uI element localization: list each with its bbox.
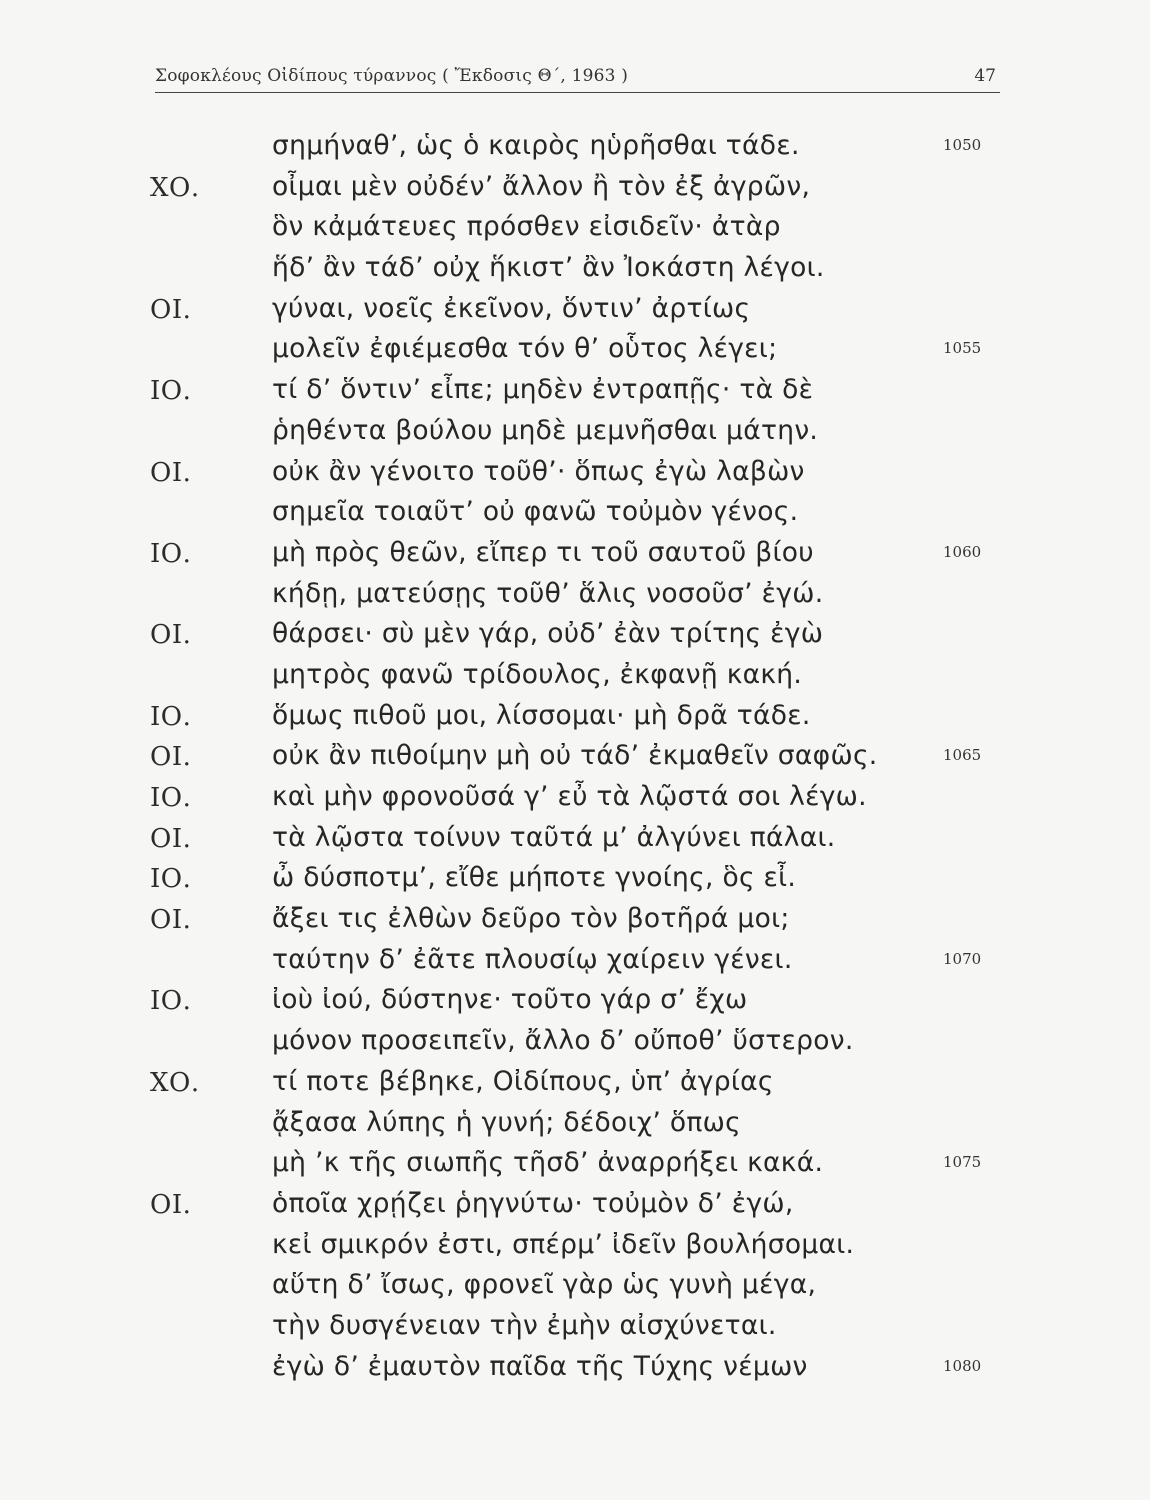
verse-text: κήδῃ, ματεύσῃς τοῦθ’ ἅλις νοσοῦσ’ ἐγώ.: [272, 577, 824, 609]
verse-text: ἄξει τις ἐλθὼν δεῦρο τὸν βοτῆρά μοι;: [272, 903, 790, 935]
verse-line: [0, 1145, 1150, 1186]
verse-text: ὃν κἀμάτευες πρόσθεν εἰσιδεῖν· ἀτὰρ: [272, 211, 781, 243]
verse-line: [0, 535, 1150, 576]
verse-text: ἥδ’ ἂν τάδ’ οὐχ ἥκιστ’ ἂν Ἰοκάστη λέγοι.: [272, 252, 825, 284]
verse-line: [0, 331, 1150, 372]
verse-line: [0, 372, 1150, 413]
verse-line: [0, 1267, 1150, 1308]
verse-text: τί ποτε βέβηκε, Οἰδίπους, ὑπ’ ἀγρίας: [272, 1065, 774, 1097]
verse-line: [0, 860, 1150, 901]
verse-text: μολεῖν ἐφιέμεσθα τόν θ’ οὗτος λέγει;: [272, 333, 778, 365]
verse-text: ὁποῖα χρῄζει ῥηγνύτω· τοὐμὸν δ’ ἐγώ,: [272, 1187, 794, 1219]
verse-text: οὐκ ἂν γένοιτο τοῦθ’· ὅπως ἐγὼ λαβὼν: [272, 455, 805, 487]
line-number: 1070: [943, 949, 982, 968]
speaker-label: ΟΙ.: [150, 823, 192, 854]
verse-text: αὕτη δ’ ἴσως, φρονεῖ γὰρ ὡς γυνὴ μέγα,: [272, 1269, 817, 1301]
verse-text: ᾄξασα λύπης ἡ γυνή; δέδοιχ’ ὅπως: [272, 1106, 741, 1138]
verse-line: [0, 698, 1150, 739]
verse-text: μόνον προσειπεῖν, ἄλλο δ’ οὔποθ’ ὕστερον.: [272, 1025, 854, 1057]
verse-line: [0, 982, 1150, 1023]
page-number: 47: [974, 66, 996, 86]
verse-line: [0, 250, 1150, 291]
verse-text: ῥηθέντα βούλου μηδὲ μεμνῆσθαι μάτην.: [272, 414, 819, 446]
line-number: 1065: [943, 746, 982, 765]
verse-line: [0, 1308, 1150, 1349]
verse-line: [0, 1023, 1150, 1064]
verse-line: [0, 169, 1150, 210]
verse-line: [0, 1227, 1150, 1268]
line-number: 1075: [943, 1153, 982, 1172]
verse-line: [0, 494, 1150, 535]
verse-line: [0, 454, 1150, 495]
verse-line: [0, 738, 1150, 779]
speaker-label: ΟΙ.: [150, 905, 192, 936]
verse-text: ἐγὼ δ’ ἐμαυτὸν παῖδα τῆς Τύχης νέμων: [272, 1350, 808, 1382]
verse-text: σημεῖα τοιαῦτ’ οὐ φανῶ τοὐμὸν γένος.: [272, 496, 799, 528]
line-number: 1080: [943, 1356, 982, 1375]
verse-line: [0, 1064, 1150, 1105]
verse-line: [0, 901, 1150, 942]
verse-text: ταύτην δ’ ἐᾶτε πλουσίῳ χαίρειν γένει.: [272, 943, 793, 975]
speaker-label: ΟΙ.: [150, 457, 192, 488]
speaker-label: ΟΙ.: [150, 620, 192, 651]
verse-text: μὴ ’κ τῆς σιωπῆς τῆσδ’ ἀναρρήξει κακά.: [272, 1147, 824, 1179]
speaker-label: ΙΟ.: [150, 864, 192, 895]
speaker-label: ΙΟ.: [150, 986, 192, 1017]
verse-text: μητρὸς φανῶ τρίδουλος, ἐκφανῇ κακή.: [272, 658, 803, 690]
verse-line: [0, 779, 1150, 820]
verse-line: [0, 128, 1150, 169]
header-title: Σοφοκλέους Οἰδίπους τύραννος ( Ἔκδοσις Θ΄, 1963 ): [155, 66, 629, 86]
speaker-label: ΙΟ.: [150, 538, 192, 569]
verse-line: [0, 1105, 1150, 1146]
verse-line: [0, 820, 1150, 861]
speaker-label: ΧΟ.: [150, 172, 200, 203]
verse-line: [0, 657, 1150, 698]
verse-text: θάρσει· σὺ μὲν γάρ, οὐδ’ ἐὰν τρίτης ἐγὼ: [272, 618, 824, 650]
verse-text: καὶ μὴν φρονοῦσά γ’ εὖ τὰ λῷστά σοι λέγω.: [272, 781, 867, 812]
verse-text: οὐκ ἂν πιθοίμην μὴ οὐ τάδ’ ἐκμαθεῖν σαφῶς.: [272, 740, 878, 772]
verse-text: κεἰ σμικρόν ἐστι, σπέρμ’ ἰδεῖν βουλήσομαι.: [272, 1228, 855, 1260]
verse-text: οἶμαι μὲν οὐδέν’ ἄλλον ἢ τὸν ἐξ ἀγρῶν,: [272, 170, 811, 202]
speaker-label: ΙΟ.: [150, 783, 192, 813]
verse-text: τὴν δυσγένειαν τὴν ἐμὴν αἰσχύνεται.: [272, 1309, 777, 1341]
verse-text: ὅμως πιθοῦ μοι, λίσσομαι· μὴ δρᾶ τάδε.: [272, 699, 811, 731]
verse-text: μὴ πρὸς θεῶν, εἴπερ τι τοῦ σαυτοῦ βίου: [272, 536, 814, 568]
speaker-label: ΧΟ.: [150, 1067, 200, 1098]
verse-line: [0, 576, 1150, 617]
verse-text: ἰοὺ ἰού, δύστηνε· τοῦτο γάρ σ’ ἔχω: [272, 984, 748, 1016]
running-header: [155, 60, 1000, 93]
line-number: 1055: [943, 339, 982, 358]
verse-block: [0, 128, 1150, 1389]
verse-line: [0, 209, 1150, 250]
line-number: 1060: [943, 542, 982, 561]
verse-line: [0, 942, 1150, 983]
line-number: 1050: [943, 136, 982, 154]
verse-text: τὰ λῷστα τοίνυν ταῦτά μ’ ἀλγύνει πάλαι.: [272, 821, 836, 853]
speaker-label: ΟΙ.: [150, 294, 192, 325]
verse-line: [0, 1186, 1150, 1227]
verse-text: σημήναθ’, ὡς ὁ καιρὸς ηὑρῆσθαι τάδε.: [272, 130, 800, 161]
verse-line: [0, 1349, 1150, 1390]
verse-text: ὦ δύσποτμ’, εἴθε μήποτε γνοίης, ὃς εἶ.: [272, 862, 797, 894]
speaker-label: ΟΙ.: [150, 742, 192, 773]
speaker-label: ΟΙ.: [150, 1189, 192, 1220]
verse-line: [0, 291, 1150, 332]
verse-text: γύναι, νοεῖς ἐκεῖνον, ὅντιν’ ἀρτίως: [272, 292, 751, 324]
verse-line: [0, 616, 1150, 657]
speaker-label: ΙΟ.: [150, 701, 192, 732]
verse-line: [0, 413, 1150, 454]
verse-text: τί δ’ ὅντιν’ εἶπε; μηδὲν ἐντραπῇς· τὰ δὲ: [272, 374, 814, 406]
speaker-label: ΙΟ.: [150, 376, 192, 407]
